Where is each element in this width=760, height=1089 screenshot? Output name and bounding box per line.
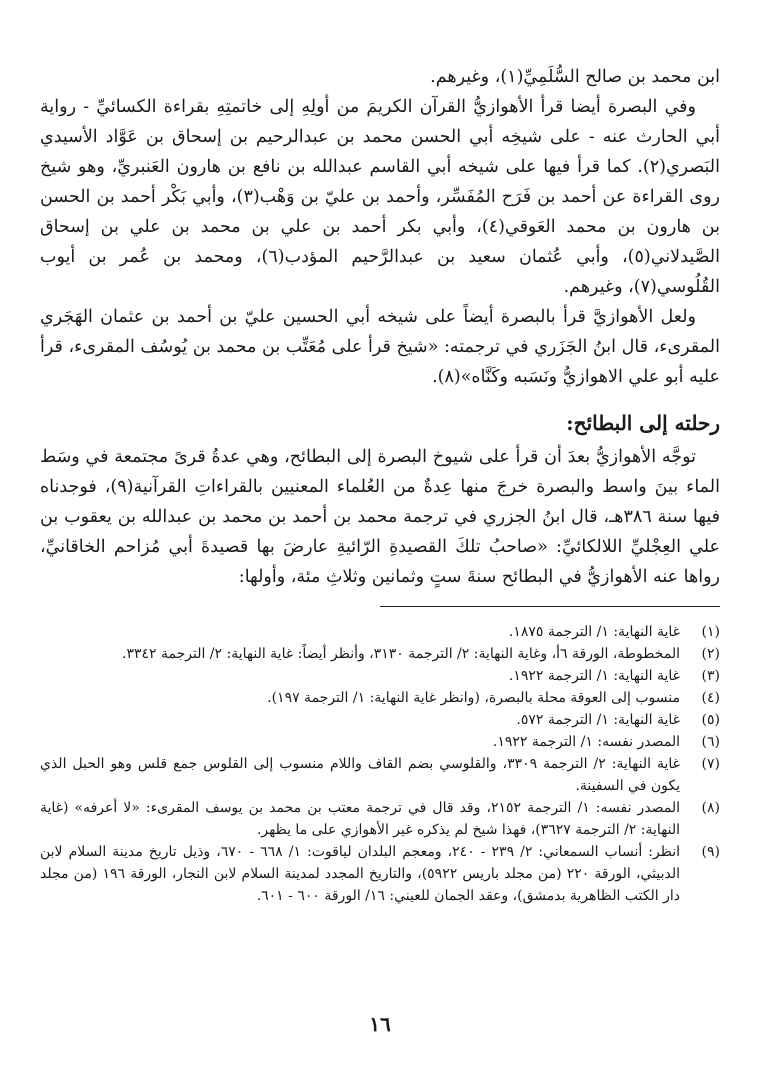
- footnote: [40, 665, 720, 687]
- footnote-text: المخطوطة، الورقة ٦أ، وغاية النهاية: ٢/ الترجمة ٣١٣٠، وأنظر أيضاً: غاية النهاية: ٢/ الترجمة ٣٣٤٢.: [122, 646, 680, 662]
- footnote-text: انظر: أنساب السمعاني: ٢/ ٢٣٩ - ٢٤٠، ومعجم البلدان لياقوت: ١/ ٦٦٨ - ٦٧٠، وذيل تاريخ مدينة السلام لابن الدبيثي، الورقة ٢٢٠ (من مجلد باريس ٥٩٢٢)، والتاريخ المجدد لمدينة السلام لابن النجار، الورقة ١٩٦ (من مجلد دار الكتب الظاهرية بدمشق)، وعقد الجمان للعيني: ١٦/ الورقة ٦٠٠ - ٦٠١.: [40, 844, 680, 904]
- footnote-text: غاية النهاية: ١/ الترجمة ١٩٢٢.: [508, 668, 680, 684]
- footnote-text: المصدر نفسه: ١/ الترجمة ٢١٥٢، وقد قال في ترجمة معتب بن محمد بن يوسف المقرىء: «لا أعرفه» (غاية النهاية: ٢/ الترجمة ٣٦٢٧)، فهذا شيخ لم يذكره غير الأهوازي على ما يظهر.: [40, 800, 681, 838]
- page-content: [40, 62, 720, 907]
- footnote-text: منسوب إلى العوقة محلة بالبصرة، (وانظر غاية النهاية: ١/ الترجمة ١٩٧).: [267, 690, 680, 706]
- footnote-text: غاية النهاية: ١/ الترجمة ١٨٧٥.: [508, 624, 680, 640]
- paragraph: وفي البصرة أيضا قرأ الأهوازيُّ القرآن الكريمَ من أولِهِ إلى خاتمتِهِ بقراءة الكسائيِّ - رواية أبي الحارث عنه - على شيخِه أبي الحسن محمد بن عبدالرحيم بن إسحاق بن عَوَّاد الأسيدي البَصري(٢). كما قرأ فيها على شيخه أبي القاسم عبدالله بن نافع بن هارون العَنبريِّ، وهو شيخ روى القراءة عن أحمد بن فَرَح المُفَسِّر، وأحمد بن عليّ بن وَهْب(٣)، وأبي بَكْر أحمد بن الحسن بن هارون بن محمد العَوقي(٤)، وأبي بكر أحمد بن علي بن محمد بن علي بن إسحاق الصَّيدلاني(٥)، وأبي عُثمان سعيد بن عبدالرَّحيم المؤدب(٦)، ومحمد بن عُمر بن أيوب القُلُوسي(٧)، وغيرهم.: [40, 97, 720, 297]
- footnote-number: (٦): [701, 734, 720, 750]
- main-text: [40, 62, 720, 392]
- footnotes: [40, 621, 720, 907]
- footnote-text: غاية النهاية: ١/ الترجمة ٥٧٢.: [516, 712, 680, 728]
- footnote: [40, 709, 720, 731]
- footnote: [40, 687, 720, 709]
- page-number: ١٦: [369, 1012, 391, 1036]
- footnote: [40, 621, 720, 643]
- footnote-number: (٤): [701, 690, 720, 706]
- footnote: [40, 841, 720, 907]
- footnote-number: (٨): [701, 800, 720, 816]
- footnote: [40, 731, 720, 753]
- footnote-number: (٣): [701, 668, 720, 684]
- footnote-number: (٩): [701, 844, 720, 860]
- footnote-number: (٥): [701, 712, 720, 728]
- footnote: [40, 643, 720, 665]
- section-heading: رحلته إلى البطائح:: [566, 411, 720, 435]
- footnote-number: (١): [701, 624, 720, 640]
- section-text: [40, 442, 720, 592]
- footnote-number: (٧): [701, 756, 720, 772]
- footnote: [40, 797, 720, 841]
- footnote-text: غاية النهاية: ٢/ الترجمة ٣٣٠٩، والقلوسي بضم القاف واللام منسوب إلى القلوس جمع قلس وهو الحبل الذي يكون في السفينة.: [40, 756, 680, 794]
- paragraph: ولعل الأهوازيَّ قرأ بالبصرة أيضاً على شيخه أبي الحسين عليّ بن أحمد بن عثمان الهَجَري المقرىء، قال ابنُ الجَزَري في ترجمته: «شيخ قرأ على مُعَتِّب بن محمد بن يُوسُف المقرىء، قرأ عليه أبو علي الاهوازيُّ ونَسَبه وكَنَّاه»(٨).: [40, 307, 720, 387]
- footnote-text: المصدر نفسه: ١/ الترجمة ١٩٢٢.: [492, 734, 680, 750]
- footnote: [40, 753, 720, 797]
- paragraph: توجَّه الأهوازيُّ بعدَ أن قرأ على شيوخ البصرة إلى البطائح، وهي عدةُ قرىً مجتمعة في وسَط الماء بينَ واسط والبصرة خرجَ منها عِدةٌ من العُلماء المعنيين بالقراءاتِ القرآنية(٩)، فوجدناه فيها سنة ٣٨٦هـ، قال ابنُ الجزري في ترجمة محمد بن أحمد بن محمد بن عبدالله بن يعقوب بن علي العِجْليِّ اللالكائيِّ: «صاحبُ تلكَ القصيدةِ الرّائيةِ عارضَ بها قصيدةَ أبي مُزاحم الخاقانيِّ، رواها عنه الأهوازيُّ في البطائح سنةَ ستٍ وثمانين وثلاثِ مئة، وأولها:: [40, 447, 720, 587]
- footnote-number: (٢): [701, 646, 720, 662]
- paragraph: ابن محمد بن صالح السُّلَمِيِّ(١)، وغيرهم.: [430, 67, 720, 87]
- footnote-divider: [380, 606, 720, 607]
